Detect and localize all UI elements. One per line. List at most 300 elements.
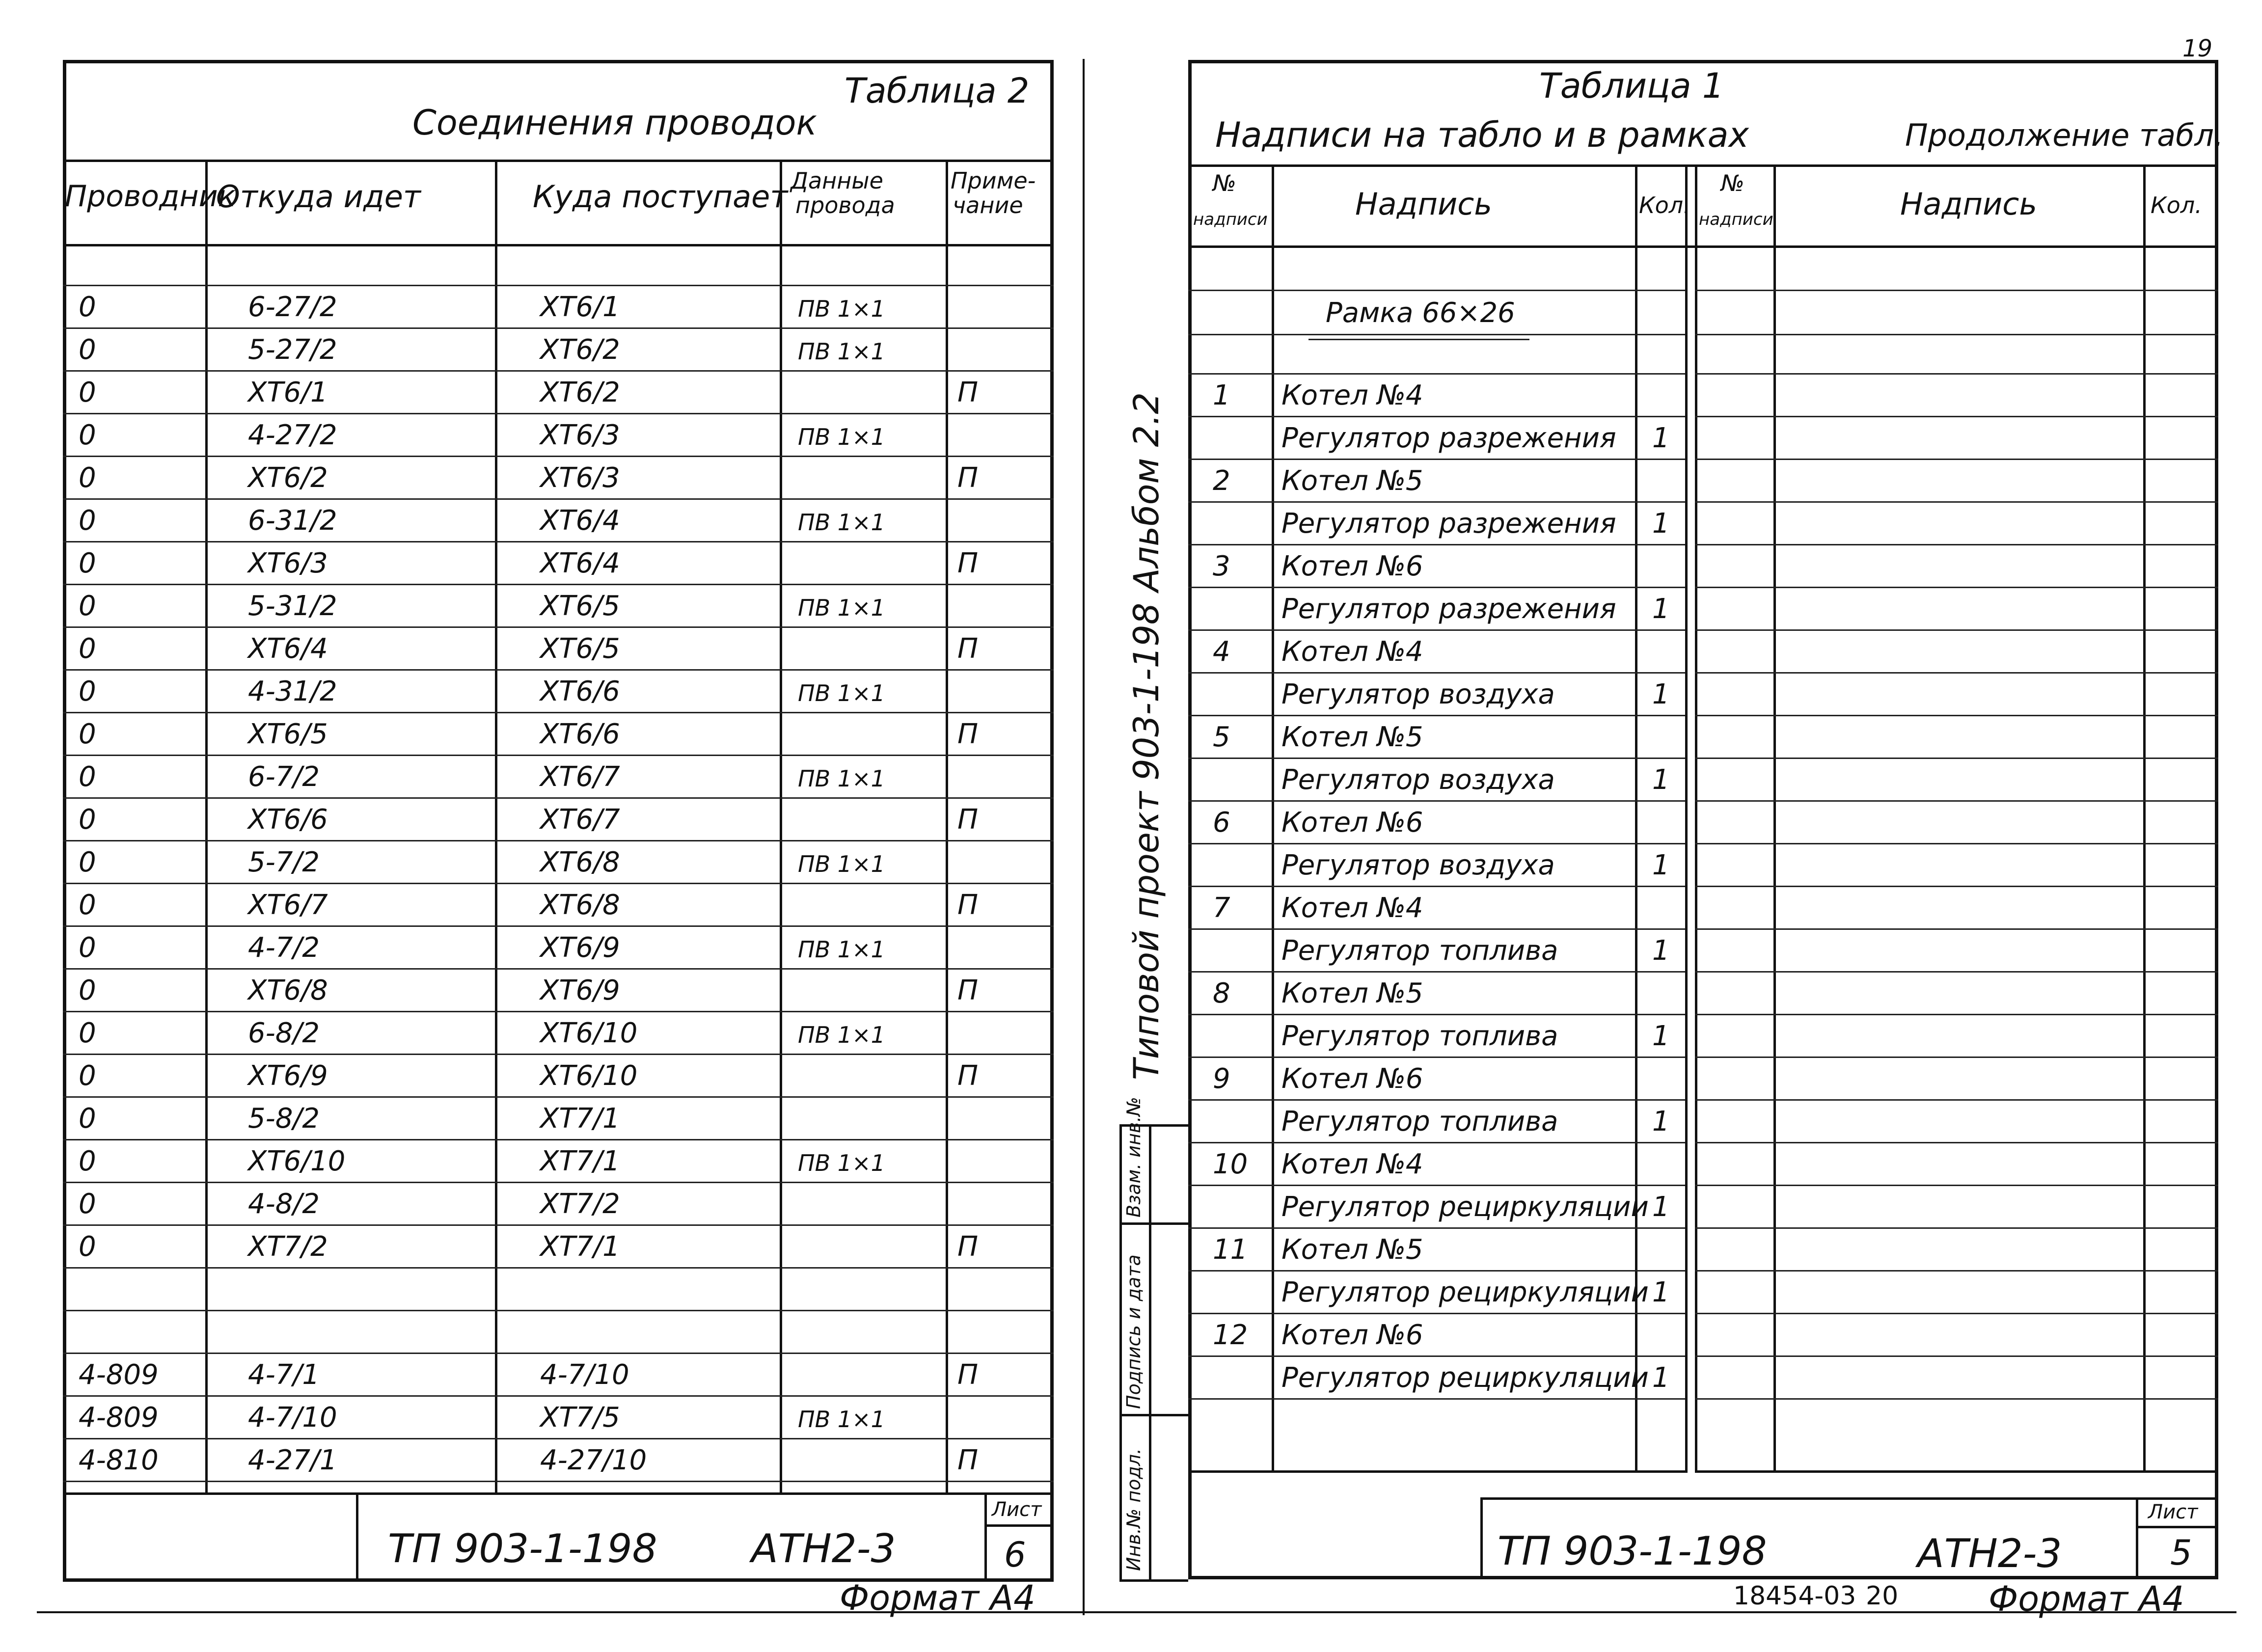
left-cell-to: ХТ6/9 — [540, 932, 620, 964]
right-stamp-sheet-number: 5 — [2170, 1533, 2192, 1573]
right-cell-no: 1 — [1213, 379, 1230, 411]
right-row-line — [1188, 544, 1685, 545]
right-cell-text: Регулятор воздуха — [1281, 678, 1555, 710]
right-bottom-number: 18454-03 — [1733, 1581, 1856, 1611]
right-cell-text: Регулятор разрежения — [1281, 422, 1616, 454]
left-cell-to: ХТ6/7 — [540, 804, 620, 836]
right-cell-text: Регулятор рециркуляции — [1281, 1191, 1649, 1223]
left-cell-to: ХТ6/5 — [540, 590, 620, 622]
right-cell-text: Регулятор рециркуляции — [1281, 1362, 1649, 1394]
left-cell-wire: 0 — [79, 377, 96, 408]
left-cell-to: ХТ7/5 — [540, 1402, 620, 1434]
right-col-header-text: Надпись — [1355, 186, 1492, 222]
right-cont-row-line — [1695, 1227, 2218, 1229]
left-cell-to: ХТ6/8 — [540, 889, 620, 921]
left-cell-to: ХТ6/7 — [540, 761, 620, 793]
left-row-line — [63, 498, 1054, 500]
right-continuation-label: Продолжение табл. — [1905, 117, 2224, 153]
right-row-line — [1188, 373, 1685, 375]
left-cell-from: ХТ6/1 — [248, 377, 328, 408]
right-format-label: Формат А4 — [1989, 1579, 2184, 1619]
right-cell-no: 2 — [1213, 465, 1230, 497]
right-cont-row-line — [1695, 672, 2218, 674]
right-cell-no: 12 — [1213, 1319, 1248, 1351]
right-table-end-line — [1188, 1470, 1685, 1473]
left-cell-to: ХТ6/2 — [540, 334, 620, 366]
left-row-line — [63, 327, 1054, 329]
left-cell-from: 4-8/2 — [248, 1188, 320, 1220]
right-cont-row-line — [1695, 629, 2218, 631]
left-cell-data: ПВ 1×1 — [798, 338, 885, 365]
right-cont-row-line — [1695, 334, 2218, 335]
left-header-top-line — [63, 160, 1054, 162]
right-row-line — [1188, 928, 1685, 930]
left-cell-from: ХТ6/5 — [248, 718, 328, 750]
right-cont-col-header-no: № — [1721, 170, 1744, 196]
right-cell-qty: 1 — [1652, 422, 1670, 454]
left-row-line — [63, 755, 1054, 756]
left-cell-from: 4-31/2 — [248, 676, 337, 707]
left-cell-to: ХТ6/4 — [540, 547, 620, 579]
right-cont-row-line — [1695, 928, 2218, 930]
left-stamp-sheet-divider — [984, 1492, 987, 1582]
right-cont-row-line — [1695, 1014, 2218, 1015]
left-cell-wire: 0 — [79, 846, 96, 878]
side-stamp-replaces-inv: Взам. инв.№ — [1123, 1097, 1145, 1218]
right-row-line — [1188, 459, 1685, 460]
left-table-title: Соединения проводок — [412, 103, 817, 143]
right-cont-row-line — [1695, 416, 2218, 417]
left-col-divider-4 — [946, 160, 948, 1495]
right-stamp-drawing: АТН2-3 — [1917, 1531, 2062, 1576]
side-stamp-mid-line-2 — [1119, 1414, 1188, 1416]
left-cell-from: ХТ6/4 — [248, 633, 328, 665]
right-row-line — [1188, 672, 1685, 674]
right-stamp-sheet-label: Лист — [2148, 1501, 2198, 1523]
left-cell-from: 5-31/2 — [248, 590, 337, 622]
right-cont-row-line — [1695, 587, 2218, 588]
left-stamp-top-line — [356, 1492, 1054, 1495]
left-format-label: Формат А4 — [840, 1578, 1036, 1618]
left-cell-to: ХТ7/1 — [540, 1231, 620, 1263]
left-stamp-sheet-line — [984, 1524, 1054, 1527]
right-row-line — [1188, 800, 1685, 802]
left-cell-to: ХТ6/6 — [540, 676, 620, 707]
left-cell-wire: 0 — [79, 889, 96, 921]
right-col-header-qty: Кол. — [1639, 192, 1690, 218]
right-row-line — [1188, 1056, 1685, 1058]
right-row-line — [1188, 886, 1685, 887]
left-header-bottom-line — [63, 244, 1054, 246]
right-frame-label: Рамка 66×26 — [1326, 297, 1515, 329]
right-cont-row-line — [1695, 715, 2218, 716]
right-cont-col-divider-start — [1695, 164, 1697, 1473]
right-stamp-top-line — [1480, 1497, 2218, 1500]
left-cell-from: 6-27/2 — [248, 291, 337, 323]
right-table-title: Надписи на табло и в рамках — [1215, 115, 1749, 155]
left-row-line — [63, 712, 1054, 713]
right-row-line — [1188, 1355, 1685, 1357]
left-cell-wire: 0 — [79, 462, 96, 494]
left-cell-wire: 0 — [79, 1060, 96, 1092]
left-cell-to: ХТ7/1 — [540, 1145, 620, 1177]
page-bottom-rule — [37, 1611, 2236, 1613]
project-album-caption: Типовой проект 903-1-198 Альбом 2.2 — [1126, 392, 1167, 1080]
left-cell-wire: 0 — [79, 676, 96, 707]
left-cell-data: ПВ 1×1 — [798, 296, 885, 322]
left-cell-to: ХТ6/8 — [540, 846, 620, 878]
right-cont-row-line — [1695, 1099, 2218, 1101]
left-row-line — [63, 1310, 1054, 1311]
right-cont-row-line — [1695, 1270, 2218, 1272]
left-stamp-drawing: АТН2-3 — [751, 1526, 896, 1571]
right-cont-row-line — [1695, 1313, 2218, 1314]
left-col-divider-2 — [495, 160, 497, 1495]
right-row-line — [1188, 334, 1685, 335]
right-row-line — [1188, 758, 1685, 759]
right-page-corner: 19 — [2182, 35, 2213, 62]
left-cell-from: 6-8/2 — [248, 1017, 320, 1049]
right-cell-text: Регулятор воздуха — [1281, 764, 1555, 796]
left-col-header-to: Куда поступает — [533, 179, 788, 215]
left-cell-from: 6-7/2 — [248, 761, 320, 793]
left-cell-wire: 0 — [79, 932, 96, 964]
left-cell-data: ПВ 1×1 — [798, 1022, 885, 1048]
left-col-divider-3 — [780, 160, 782, 1495]
right-col-divider-no — [1272, 164, 1274, 1473]
right-row-line — [1188, 629, 1685, 631]
right-row-line — [1188, 715, 1685, 716]
left-cell-wire: 0 — [79, 975, 96, 1006]
right-stamp-left-line — [1480, 1497, 1483, 1579]
right-cell-no: 9 — [1213, 1063, 1230, 1095]
left-cell-data: ПВ 1×1 — [798, 851, 885, 877]
left-cell-to: ХТ6/2 — [540, 377, 620, 408]
left-cell-wire: 0 — [79, 1231, 96, 1263]
left-cell-wire: 0 — [79, 291, 96, 323]
left-cell-from: 4-7/2 — [248, 932, 320, 964]
right-row-line — [1188, 971, 1685, 973]
right-cont-col-divider-qty — [2143, 164, 2146, 1473]
left-row-line — [63, 840, 1054, 841]
right-cell-text: Котел №5 — [1281, 1234, 1423, 1266]
left-cell-note: П — [957, 1060, 979, 1092]
left-row-line — [63, 626, 1054, 628]
left-cell-to: ХТ6/4 — [540, 505, 620, 537]
right-row-line — [1188, 1014, 1685, 1015]
left-cell-to: ХТ6/10 — [540, 1060, 638, 1092]
left-row-line — [63, 1267, 1054, 1269]
left-row-line — [63, 1438, 1054, 1439]
right-cont-col-header-no-2: надписи — [1699, 210, 1773, 229]
left-stamp-sheet-label: Лист — [992, 1498, 1042, 1521]
right-cont-row-line — [1695, 800, 2218, 802]
left-cell-to: ХТ6/6 — [540, 718, 620, 750]
right-cell-text: Котел №4 — [1281, 1148, 1423, 1180]
left-cell-note: П — [957, 377, 979, 408]
left-cell-wire: 0 — [79, 718, 96, 750]
left-cell-from: ХТ6/8 — [248, 975, 328, 1006]
right-cell-text: Регулятор воздуха — [1281, 849, 1555, 881]
right-cell-text: Котел №6 — [1281, 807, 1423, 839]
left-cell-from: ХТ6/2 — [248, 462, 328, 494]
left-cell-wire: 0 — [79, 334, 96, 366]
right-cell-text: Котел №6 — [1281, 1319, 1423, 1351]
right-stamp-sheet-line — [2136, 1526, 2218, 1528]
right-header-bottom-line — [1188, 245, 2218, 248]
left-cell-from: 4-27/2 — [248, 419, 337, 451]
right-cont-row-line — [1695, 1355, 2218, 1357]
left-stamp-code: ТП 903-1-198 — [388, 1526, 657, 1571]
right-row-line — [1188, 1099, 1685, 1101]
left-cell-note: П — [957, 718, 979, 750]
left-cell-from: ХТ6/9 — [248, 1060, 328, 1092]
right-stamp-code: ТП 903-1-198 — [1498, 1528, 1767, 1574]
right-row-line — [1188, 1398, 1685, 1400]
left-stamp-left-line — [356, 1492, 358, 1582]
right-cell-qty: 1 — [1652, 508, 1670, 540]
right-cell-no: 6 — [1213, 807, 1230, 839]
left-col-header-note: Приме- — [951, 167, 1036, 194]
right-cont-row-line — [1695, 290, 2218, 291]
right-cell-no: 3 — [1213, 550, 1230, 582]
left-cell-data: ПВ 1×1 — [798, 936, 885, 963]
center-fold-line — [1083, 59, 1085, 1615]
left-cell-wire: 0 — [79, 804, 96, 836]
left-row-line — [63, 370, 1054, 372]
left-row-line — [63, 1224, 1054, 1226]
left-cell-note: П — [957, 975, 979, 1006]
right-cont-row-line — [1695, 971, 2218, 973]
left-cell-to: ХТ6/5 — [540, 633, 620, 665]
right-cell-text: Регулятор топлива — [1281, 1106, 1558, 1137]
right-table-number: Таблица 1 — [1539, 66, 1724, 106]
left-row-line — [63, 968, 1054, 970]
right-cont-col-header-text: Надпись — [1900, 186, 2037, 222]
left-cell-wire: 0 — [79, 505, 96, 537]
right-cell-qty: 1 — [1652, 1191, 1670, 1223]
left-row-line — [63, 1481, 1054, 1482]
right-cont-row-line — [1695, 886, 2218, 887]
right-cell-no: 11 — [1213, 1234, 1248, 1266]
left-col-header-wire: Проводник — [65, 179, 236, 214]
left-cell-wire: 0 — [79, 761, 96, 793]
left-row-line — [63, 541, 1054, 542]
left-row-line — [63, 1011, 1054, 1012]
left-cell-from: 4-7/1 — [248, 1359, 320, 1391]
left-cell-to: ХТ6/3 — [540, 462, 620, 494]
right-cell-text: Регулятор разрежения — [1281, 593, 1616, 625]
left-col-divider-1 — [205, 160, 208, 1495]
right-row-line — [1188, 416, 1685, 417]
right-row-line — [1188, 1270, 1685, 1272]
left-cell-from: ХТ6/10 — [248, 1145, 346, 1177]
right-cell-qty: 1 — [1652, 849, 1670, 881]
left-cell-note: П — [957, 1444, 979, 1476]
right-cell-text: Регулятор разрежения — [1281, 508, 1616, 540]
right-cell-qty: 1 — [1652, 1362, 1670, 1394]
right-frame-label-underline — [1308, 339, 1529, 340]
right-header-top-line — [1188, 164, 2218, 167]
left-cell-wire: 0 — [79, 633, 96, 665]
right-cell-qty: 1 — [1652, 678, 1670, 710]
left-row-line — [63, 456, 1054, 457]
right-cell-text: Котел №4 — [1281, 379, 1423, 411]
right-cont-row-line — [1695, 758, 2218, 759]
side-stamp-signature-date: Подпись и дата — [1123, 1254, 1145, 1409]
left-cell-from: 4-27/1 — [248, 1444, 337, 1476]
right-cell-no: 4 — [1213, 636, 1230, 668]
left-row-line — [63, 285, 1054, 286]
right-cont-row-line — [1695, 1185, 2218, 1186]
right-cont-row-line — [1695, 1056, 2218, 1058]
right-cell-text: Котел №5 — [1281, 721, 1423, 753]
left-cell-from: ХТ6/3 — [248, 547, 328, 579]
left-cell-wire: 4-810 — [79, 1444, 159, 1476]
right-cell-qty: 1 — [1652, 1276, 1670, 1308]
left-row-line — [63, 1353, 1054, 1354]
left-row-line — [63, 1096, 1054, 1098]
left-cell-from: 5-27/2 — [248, 334, 337, 366]
right-cell-text: Котел №6 — [1281, 550, 1423, 582]
left-cell-data: ПВ 1×1 — [798, 1150, 885, 1176]
left-row-line — [63, 584, 1054, 585]
left-row-line — [63, 1054, 1054, 1055]
right-row-line — [1188, 1313, 1685, 1314]
left-cell-note: П — [957, 1359, 979, 1391]
right-cell-text: Регулятор топлива — [1281, 1020, 1558, 1052]
left-cell-from: ХТ6/7 — [248, 889, 328, 921]
right-cell-no: 10 — [1213, 1148, 1248, 1180]
right-cell-text: Котел №6 — [1281, 1063, 1423, 1095]
left-cell-wire: 0 — [79, 1017, 96, 1049]
left-col-header-from: Откуда идет — [216, 179, 421, 215]
left-cell-wire: 0 — [79, 419, 96, 451]
right-row-line — [1188, 501, 1685, 503]
left-cell-data: ПВ 1×1 — [798, 765, 885, 792]
left-cell-from: 5-7/2 — [248, 846, 320, 878]
left-cell-to: ХТ6/1 — [540, 291, 620, 323]
side-stamp-inv-number: Инв.№ подл. — [1123, 1448, 1145, 1571]
left-cell-note: П — [957, 804, 979, 836]
right-row-line — [1188, 587, 1685, 588]
left-stamp-sheet-number: 6 — [1004, 1535, 1026, 1575]
left-cell-note: П — [957, 889, 979, 921]
side-stamp-strip-line-2 — [1119, 1124, 1122, 1581]
left-cell-note: П — [957, 1231, 979, 1263]
left-row-line — [63, 1395, 1054, 1397]
left-cell-wire: 0 — [79, 1103, 96, 1135]
side-stamp-strip-line — [1149, 1124, 1151, 1581]
right-cont-col-divider-no — [1773, 164, 1776, 1473]
right-row-line — [1188, 1142, 1685, 1143]
left-cell-to: ХТ6/3 — [540, 419, 620, 451]
right-cell-qty: 1 — [1652, 1020, 1670, 1052]
right-cell-qty: 1 — [1652, 935, 1670, 967]
left-cell-wire: 0 — [79, 547, 96, 579]
right-bottom-page: 20 — [1866, 1581, 1899, 1611]
right-cell-qty: 1 — [1652, 764, 1670, 796]
right-cont-table-end-line — [1695, 1470, 2218, 1473]
right-row-line — [1188, 1227, 1685, 1229]
left-cell-wire: 4-809 — [79, 1402, 159, 1434]
right-row-line — [1188, 843, 1685, 844]
left-row-line — [63, 669, 1054, 671]
left-row-line — [63, 797, 1054, 799]
right-row-line — [1188, 290, 1685, 291]
right-cell-no: 5 — [1213, 721, 1230, 753]
right-cell-text: Котел №4 — [1281, 892, 1423, 924]
left-cell-from: 5-8/2 — [248, 1103, 320, 1135]
right-cont-row-line — [1695, 1142, 2218, 1143]
left-cell-from: 4-7/10 — [248, 1402, 337, 1434]
left-cell-data: ПВ 1×1 — [798, 595, 885, 621]
left-cell-note: П — [957, 462, 979, 494]
left-cell-data: ПВ 1×1 — [798, 1406, 885, 1433]
right-col-header-no-2: надписи — [1193, 210, 1268, 229]
right-cell-text: Котел №5 — [1281, 977, 1423, 1009]
left-col-header-note-2: чание — [953, 192, 1023, 218]
left-row-line — [63, 1182, 1054, 1183]
left-cell-to: ХТ7/1 — [540, 1103, 620, 1135]
right-cell-no: 8 — [1213, 977, 1230, 1009]
right-cont-row-line — [1695, 1398, 2218, 1400]
right-cell-text: Регулятор рециркуляции — [1281, 1276, 1649, 1308]
right-cont-row-line — [1695, 459, 2218, 460]
right-cont-row-line — [1695, 544, 2218, 545]
left-cell-to: ХТ7/2 — [540, 1188, 620, 1220]
left-row-line — [63, 1139, 1054, 1140]
left-cell-data: ПВ 1×1 — [798, 424, 885, 450]
right-stamp-sheet-divider — [2136, 1497, 2138, 1579]
right-cell-qty: 1 — [1652, 593, 1670, 625]
left-cell-to: ХТ6/9 — [540, 975, 620, 1006]
right-cell-text: Котел №4 — [1281, 636, 1423, 668]
left-col-header-data: Данные — [790, 167, 883, 194]
left-table-number: Таблица 2 — [845, 71, 1030, 111]
left-cell-to: ХТ6/10 — [540, 1017, 638, 1049]
left-row-line — [63, 883, 1054, 884]
right-cell-text: Котел №5 — [1281, 465, 1423, 497]
right-cont-row-line — [1695, 501, 2218, 503]
side-stamp-mid-line-1 — [1119, 1222, 1188, 1225]
right-cont-col-header-qty: Кол. — [2151, 192, 2202, 218]
side-stamp-bottom-line — [1119, 1579, 1188, 1582]
left-cell-wire: 0 — [79, 1145, 96, 1177]
left-col-header-data-2: провода — [795, 192, 895, 218]
right-col-header-no: № — [1213, 170, 1236, 196]
left-cell-data: ПВ 1×1 — [798, 680, 885, 706]
right-cell-no: 7 — [1213, 892, 1230, 924]
right-row-line — [1188, 1185, 1685, 1186]
left-cell-note: П — [957, 547, 979, 579]
left-cell-to: 4-27/10 — [540, 1444, 647, 1476]
left-row-line — [63, 413, 1054, 414]
left-cell-to: 4-7/10 — [540, 1359, 629, 1391]
left-cell-from: 6-31/2 — [248, 505, 337, 537]
right-cont-row-line — [1695, 373, 2218, 375]
left-cell-from: ХТ7/2 — [248, 1231, 328, 1263]
right-cont-row-line — [1695, 843, 2218, 844]
left-cell-wire: 0 — [79, 590, 96, 622]
right-cell-text: Регулятор топлива — [1281, 935, 1558, 967]
left-cell-from: ХТ6/6 — [248, 804, 328, 836]
right-col-divider-end — [1685, 164, 1688, 1473]
left-cell-wire: 4-809 — [79, 1359, 159, 1391]
left-cell-data: ПВ 1×1 — [798, 509, 885, 536]
left-cell-note: П — [957, 633, 979, 665]
right-cell-qty: 1 — [1652, 1106, 1670, 1137]
